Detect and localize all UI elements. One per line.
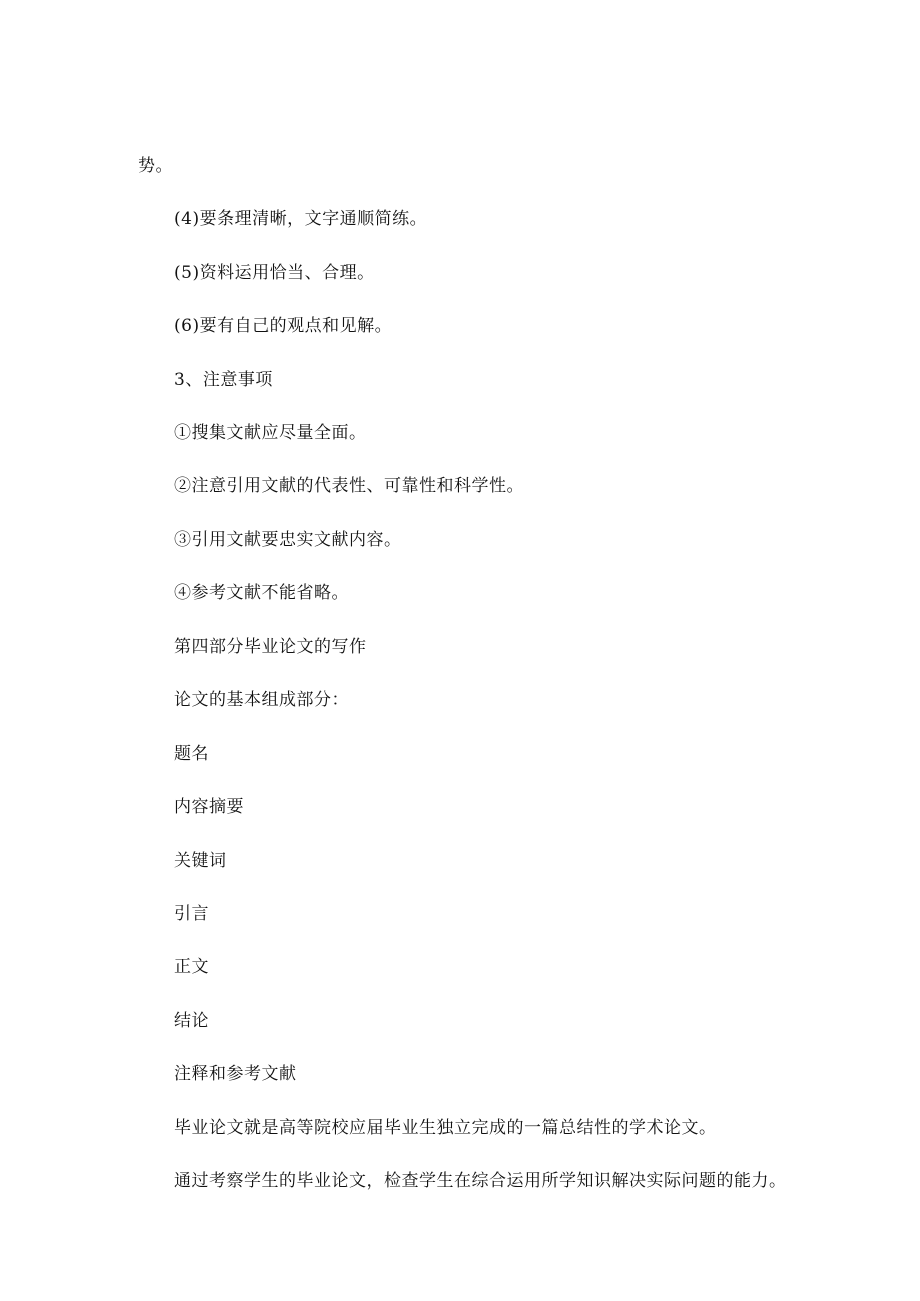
body-paragraph: 通过考察学生的毕业论文，检查学生在综合运用所学知识解决实际问题的能力。	[174, 1171, 787, 1191]
list-item-4: (4)要条理清晰，文字通顺简练。	[174, 209, 428, 229]
section-heading-notes: 3、注意事项	[174, 370, 273, 390]
part-heading: 第四部分毕业论文的写作	[174, 637, 367, 657]
component-item: 内容摘要	[174, 797, 244, 817]
component-item: 注释和参考文献	[174, 1064, 297, 1084]
body-paragraph: 毕业论文就是高等院校应届毕业生独立完成的一篇总结性的学术论文。	[174, 1118, 717, 1138]
note-item-2: ②注意引用文献的代表性、可靠性和科学性。	[174, 476, 524, 496]
component-item: 引言	[174, 904, 209, 924]
note-item-1: ①搜集文献应尽量全面。	[174, 423, 367, 443]
component-item: 关键词	[174, 851, 227, 871]
note-item-3: ③引用文献要忠实文献内容。	[174, 530, 402, 550]
component-item: 结论	[174, 1011, 209, 1031]
note-item-4: ④参考文献不能省略。	[174, 583, 349, 603]
component-item: 正文	[174, 957, 209, 977]
list-item-5: (5)资料运用恰当、合理。	[174, 263, 375, 283]
components-intro: 论文的基本组成部分：	[174, 690, 349, 710]
paragraph-continuation: 势。	[138, 156, 173, 176]
component-item: 题名	[174, 744, 209, 764]
list-item-6: (6)要有自己的观点和见解。	[174, 316, 393, 336]
